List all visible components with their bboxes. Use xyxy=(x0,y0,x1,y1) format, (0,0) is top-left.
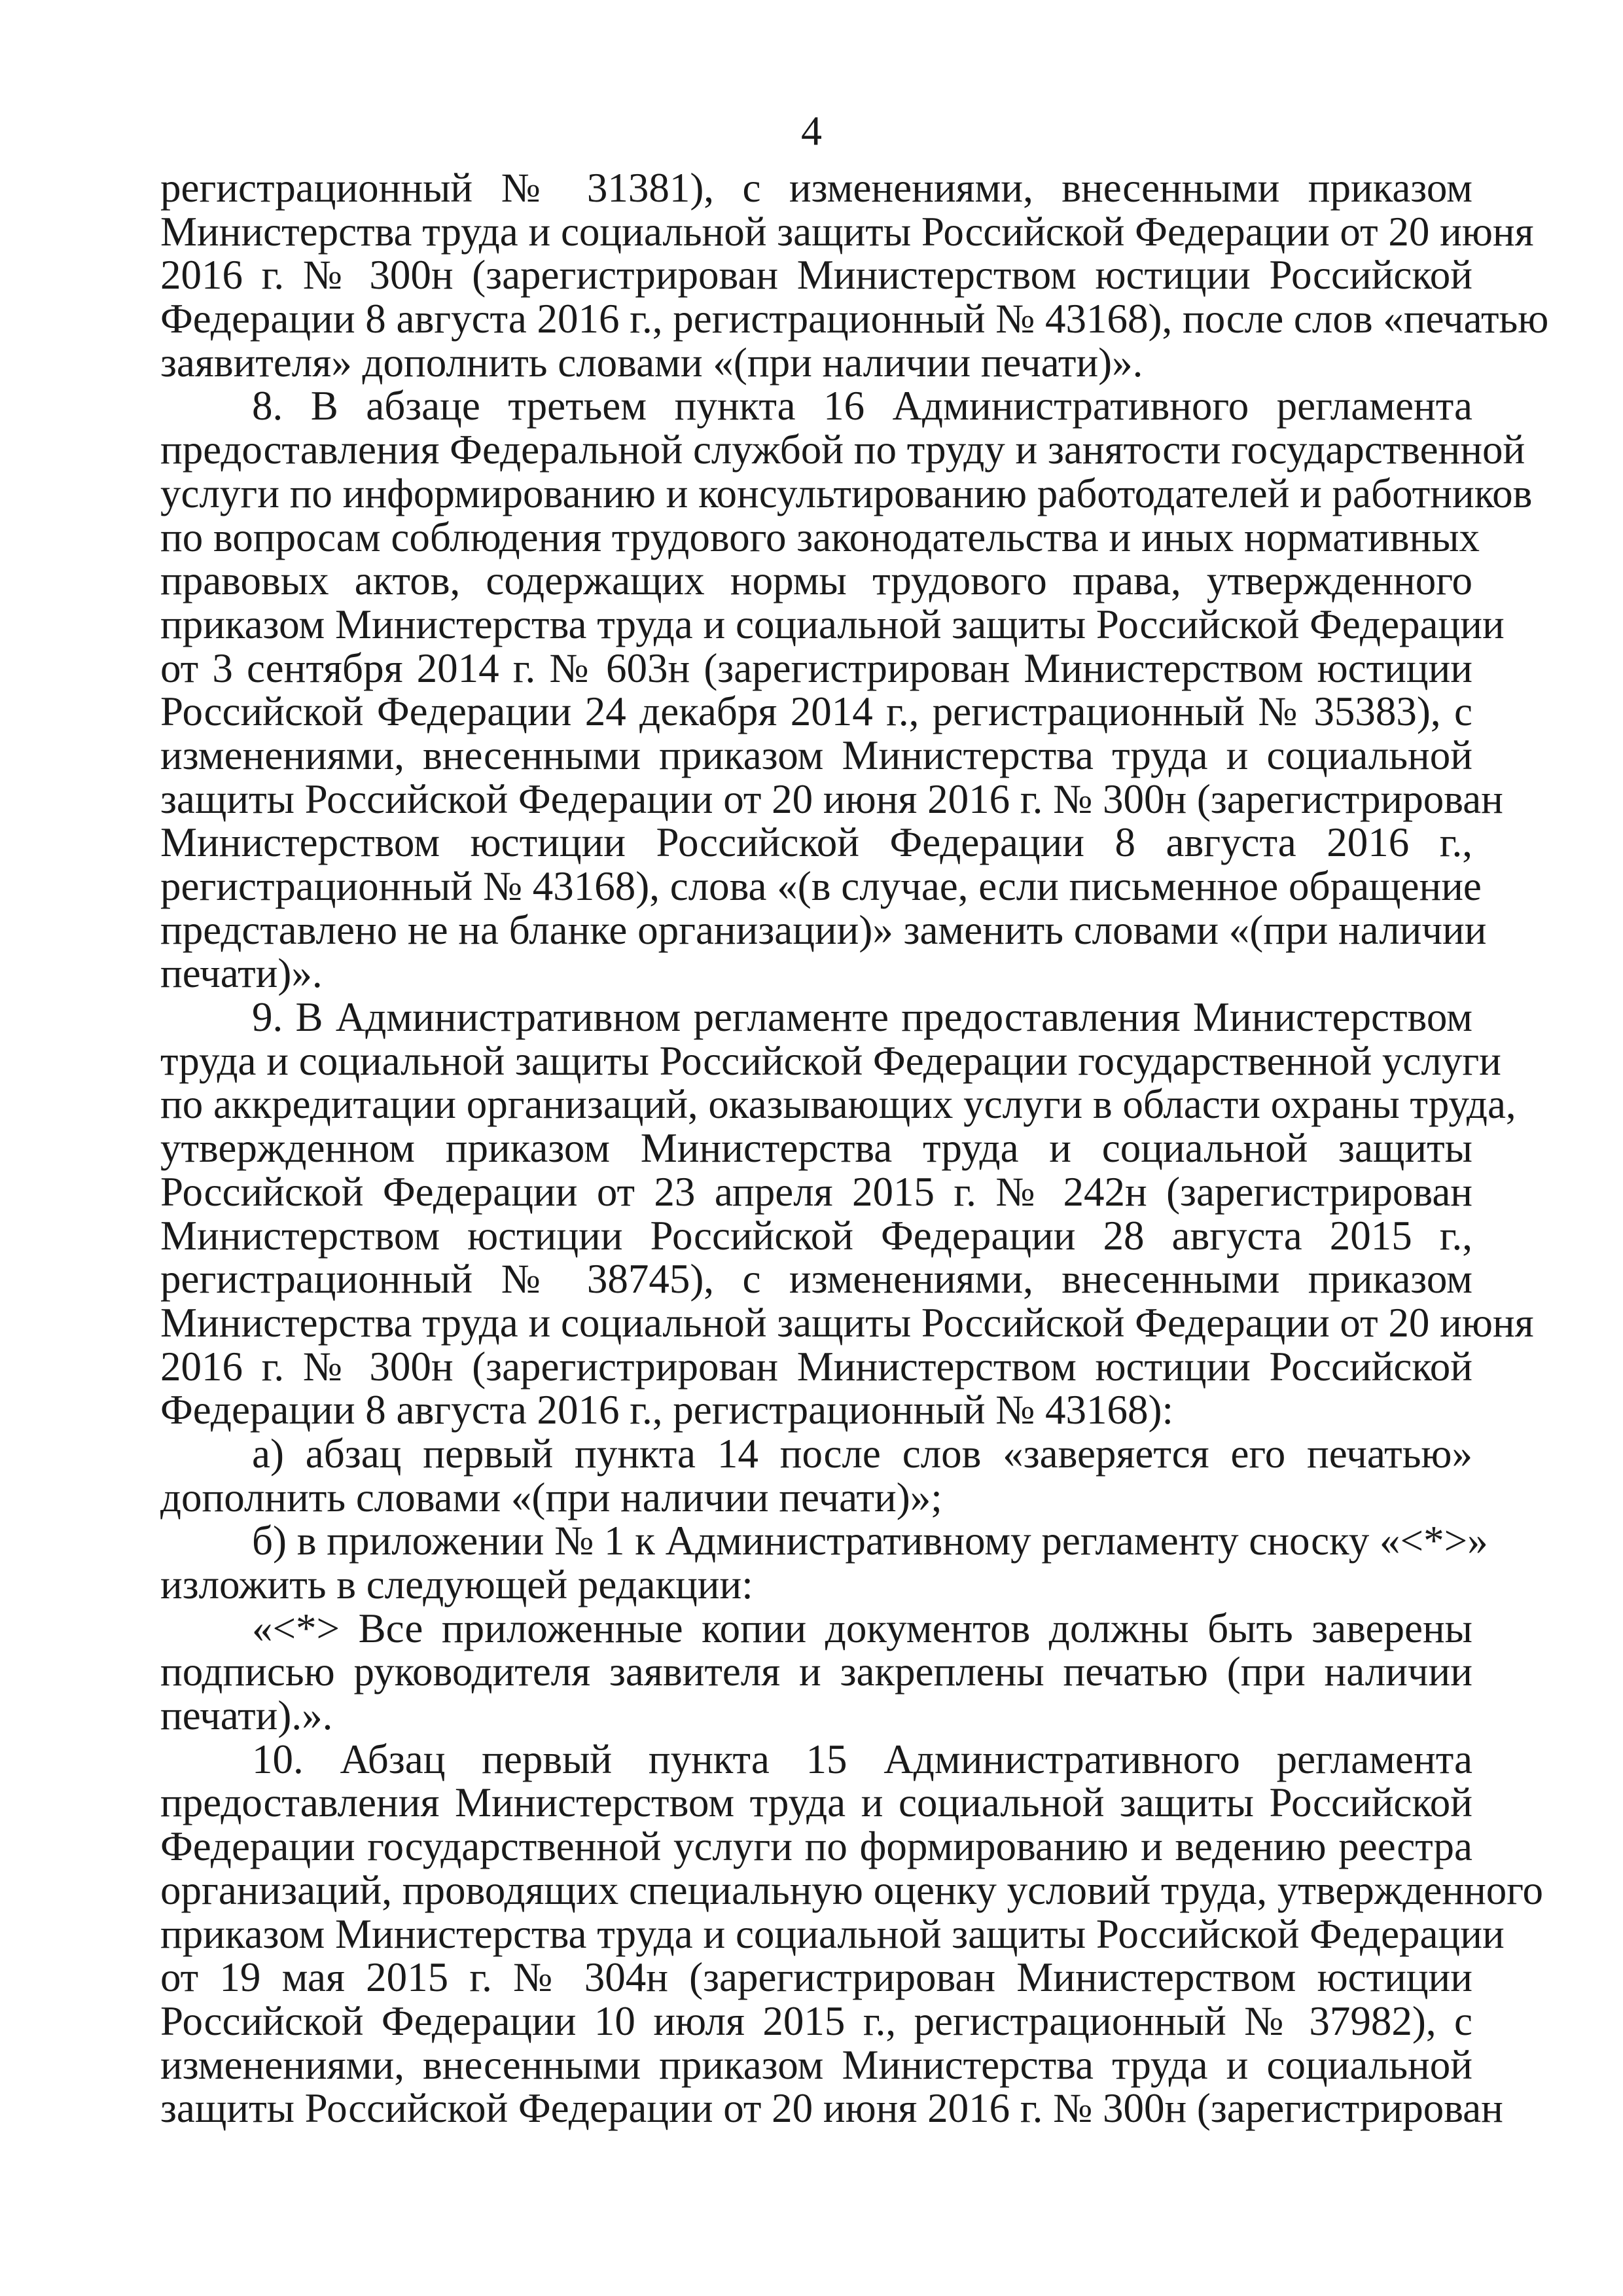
text-line: организаций, проводящих специальную оценку условий труда, утвержденного xyxy=(160,1867,1544,1913)
document-body xyxy=(160,165,1549,2132)
text-line: приказом Министерства труда и социальной защиты Российской Федерации xyxy=(160,1910,1505,1957)
text-line: Федерации 8 августа 2016 г., регистрационный № 43168): xyxy=(160,1387,1174,1433)
text-line: Федерации государственной услуги по формированию и ведению реестра xyxy=(160,1823,1472,1870)
text-line: 2016 г. № 300н (зарегистрирован Министерством юстиции Российской xyxy=(160,252,1472,298)
text-line: Министерством юстиции Российской Федерации 28 августа 2015 г., xyxy=(160,1212,1472,1259)
text-line: труда и социальной защиты Российской Федерации государственной услуги xyxy=(160,1037,1501,1084)
text-line: Федерации 8 августа 2016 г., регистрационный № 43168), после слов «печатью xyxy=(160,296,1549,342)
text-line: защиты Российской Федерации от 20 июня 2016 г. № 300н (зарегистрирован xyxy=(160,776,1503,822)
paragraph-9-start: 9. В Административном регламенте предоставления Министерством xyxy=(252,994,1472,1041)
text-line: Российской Федерации 24 декабря 2014 г., регистрационный № 35383), с xyxy=(160,689,1472,735)
text-line: предоставления Федеральной службой по труду и занятости государственной xyxy=(160,427,1525,473)
text-line: Министерством юстиции Российской Федерации 8 августа 2016 г., xyxy=(160,819,1472,866)
page-number: 4 xyxy=(801,107,822,154)
footnote-text-start: «<*> Все приложенные копии документов должны быть заверены xyxy=(252,1605,1472,1651)
text-line: изменениями, внесенными приказом Министерства труда и социальной xyxy=(160,2041,1472,2088)
text-line: защиты Российской Федерации от 20 июня 2016 г. № 300н (зарегистрирован xyxy=(160,2085,1503,2132)
text-line: регистрационный № 43168), слова «(в случае, если письменное обращение xyxy=(160,863,1482,909)
text-line: дополнить словами «(при наличии печати)»; xyxy=(160,1474,942,1520)
text-line: заявителя» дополнить словами «(при наличии печати)». xyxy=(160,339,1143,386)
text-line: Министерства труда и социальной защиты Российской Федерации от 20 июня xyxy=(160,1299,1534,1346)
text-line: приказом Министерства труда и социальной защиты Российской Федерации xyxy=(160,601,1505,647)
paragraph-8-start: 8. В абзаце третьем пункта 16 Административного регламента xyxy=(252,383,1472,429)
text-line: Российской Федерации от 23 апреля 2015 г. № 242н (зарегистрирован xyxy=(160,1168,1472,1215)
text-line: изменениями, внесенными приказом Министерства труда и социальной xyxy=(160,732,1472,778)
text-line: услуги по информированию и консультированию работодателей и работников xyxy=(160,470,1533,516)
text-line: 2016 г. № 300н (зарегистрирован Министерством юстиции Российской xyxy=(160,1343,1472,1390)
text-line: Российской Федерации 10 июля 2015 г., регистрационный № 37982), с xyxy=(160,1998,1472,2044)
text-line: по вопросам соблюдения трудового законодательства и иных нормативных xyxy=(160,514,1480,560)
text-line: представлено не на бланке организации)» заменить словами «(при наличии xyxy=(160,906,1487,953)
text-line: Министерства труда и социальной защиты Российской Федерации от 20 июня xyxy=(160,208,1534,255)
text-line: изложить в следующей редакции: xyxy=(160,1562,753,1607)
text-line: от 19 мая 2015 г. № 304н (зарегистрирован Министерством юстиции xyxy=(160,1954,1472,2001)
subitem-b-start: б) в приложении № 1 к Административному регламенту сноску «<*>» xyxy=(252,1518,1488,1564)
text-line: по аккредитации организаций, оказывающих услуги в области охраны труда, xyxy=(160,1081,1516,1128)
text-line: печати).». xyxy=(160,1693,333,1739)
paragraph-10-start: 10. Абзац первый пункта 15 Административного регламента xyxy=(252,1736,1472,1782)
text-line: от 3 сентября 2014 г. № 603н (зарегистрирован Министерством юстиции xyxy=(160,645,1472,691)
text-line: правовых актов, содержащих нормы трудового права, утвержденного xyxy=(160,558,1472,604)
text-line: подписью руководителя заявителя и закреплены печатью (при наличии xyxy=(160,1649,1472,1695)
subitem-a-start: а) абзац первый пункта 14 после слов «заверяется его печатью» xyxy=(252,1430,1472,1477)
text-line: печати)». xyxy=(160,950,323,997)
text-line: регистрационный № 31381), с изменениями, внесенными приказом xyxy=(160,165,1472,211)
text-line: регистрационный № 38745), с изменениями, внесенными приказом xyxy=(160,1256,1472,1302)
text-line: утвержденном приказом Министерства труда и социальной защиты xyxy=(160,1125,1472,1172)
text-line: предоставления Министерством труда и социальной защиты Российской xyxy=(160,1780,1472,1826)
